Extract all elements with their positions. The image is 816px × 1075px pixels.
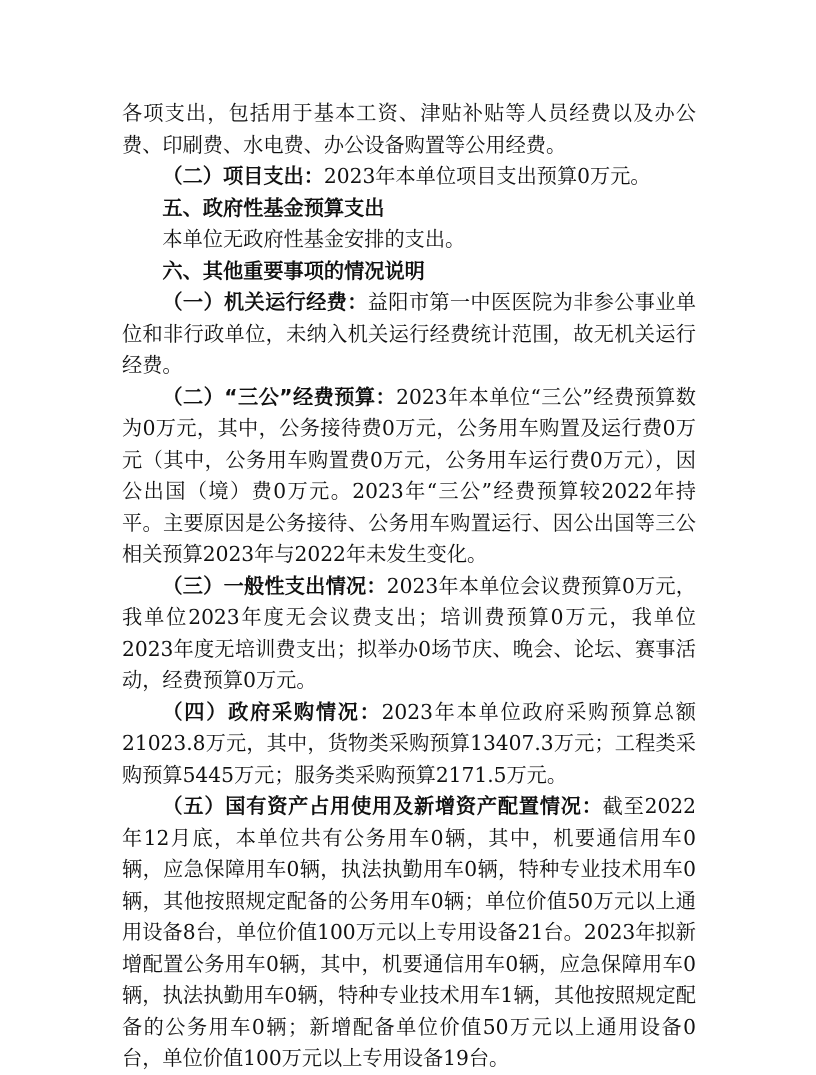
paragraph-body: 2023年本单位“三公”经费预算数为0万元，其中，公务接待费0万元，公务用车购置及运行费0万元（其中，公务用车购置费0万元，公务用车运行费0万元），因公出国（境）费0万元。2023年“三公”经费预算较2022年持平。主要原因是公务接待、公务用车购置运行、因公出国等三公相关预算2023年与2022年未发生变化。 xyxy=(122,384,696,566)
paragraph-state-assets xyxy=(122,791,696,1075)
paragraph-heading: （二）“三公”经费预算： xyxy=(162,384,397,409)
paragraph-heading: （五）国有资产占用使用及新增资产配置情况： xyxy=(162,794,603,818)
paragraph-heading: （一）机关运行经费： xyxy=(162,290,368,314)
paragraph-three-public-funds xyxy=(122,382,696,571)
paragraph-operating-funds xyxy=(122,287,696,382)
paragraph-heading: （三）一般性支出情况： xyxy=(162,573,387,598)
paragraph-body: 益阳市第一中医医院为非参公事业单位和非行政单位，未纳入机关运行经费统计范围，故无机关运行经费。 xyxy=(122,290,696,377)
paragraph-heading: （二）项目支出： xyxy=(162,164,324,188)
paragraph-general-expense xyxy=(122,571,696,697)
paragraph-body: 2023年本单位会议费预算0万元，我单位2023年度无会议费支出；培训费预算0万元，我单位2023年度无培训费支出；拟举办0场节庆、晚会、论坛、赛事活动，经费预算0万元。 xyxy=(122,573,696,692)
body-text xyxy=(122,98,696,1075)
paragraph-body: 截至2022年12月底，本单位共有公务用车0辆，其中，机要通信用车0辆，应急保障用车0辆，执法执勤用车0辆，特种专业技术用车0辆，其他按照规定配备的公务用车0辆；单位价值50万元以上通用设备8台，单位价值100万元以上专用设备21台。2023年拟新增配置公务用车0辆，其中，机要通信用车0辆，应急保障用车0辆，执法执勤用车0辆，特种专业技术用车1辆，其他按照规定配备的公务用车0辆；新增配备单位价值50万元以上通用设备0台，单位价值100万元以上专用设备19台。 xyxy=(122,794,696,1070)
paragraph-heading: （四）政府采购情况： xyxy=(162,699,382,724)
paragraph-body: 2023年本单位政府采购预算总额21023.8万元，其中，货物类采购预算13407.3万元；工程类采购预算5445万元；服务类采购预算2171.5万元。 xyxy=(122,699,696,787)
paragraph-procurement xyxy=(122,697,696,792)
paragraph-project-expense xyxy=(122,161,696,193)
paragraph-body: 2023年本单位项目支出预算0万元。 xyxy=(323,164,651,188)
paragraph-expense-continuation: 各项支出，包括用于基本工资、津贴补贴等人员经费以及办公费、印刷费、水电费、办公设备购置等公用经费。 xyxy=(122,101,696,157)
section-heading-5: 五、政府性基金预算支出 xyxy=(162,195,385,220)
paragraph-fund-expense: 本单位无政府性基金安排的支出。 xyxy=(162,227,466,251)
section-heading-6: 六、其他重要事项的情况说明 xyxy=(162,258,425,283)
